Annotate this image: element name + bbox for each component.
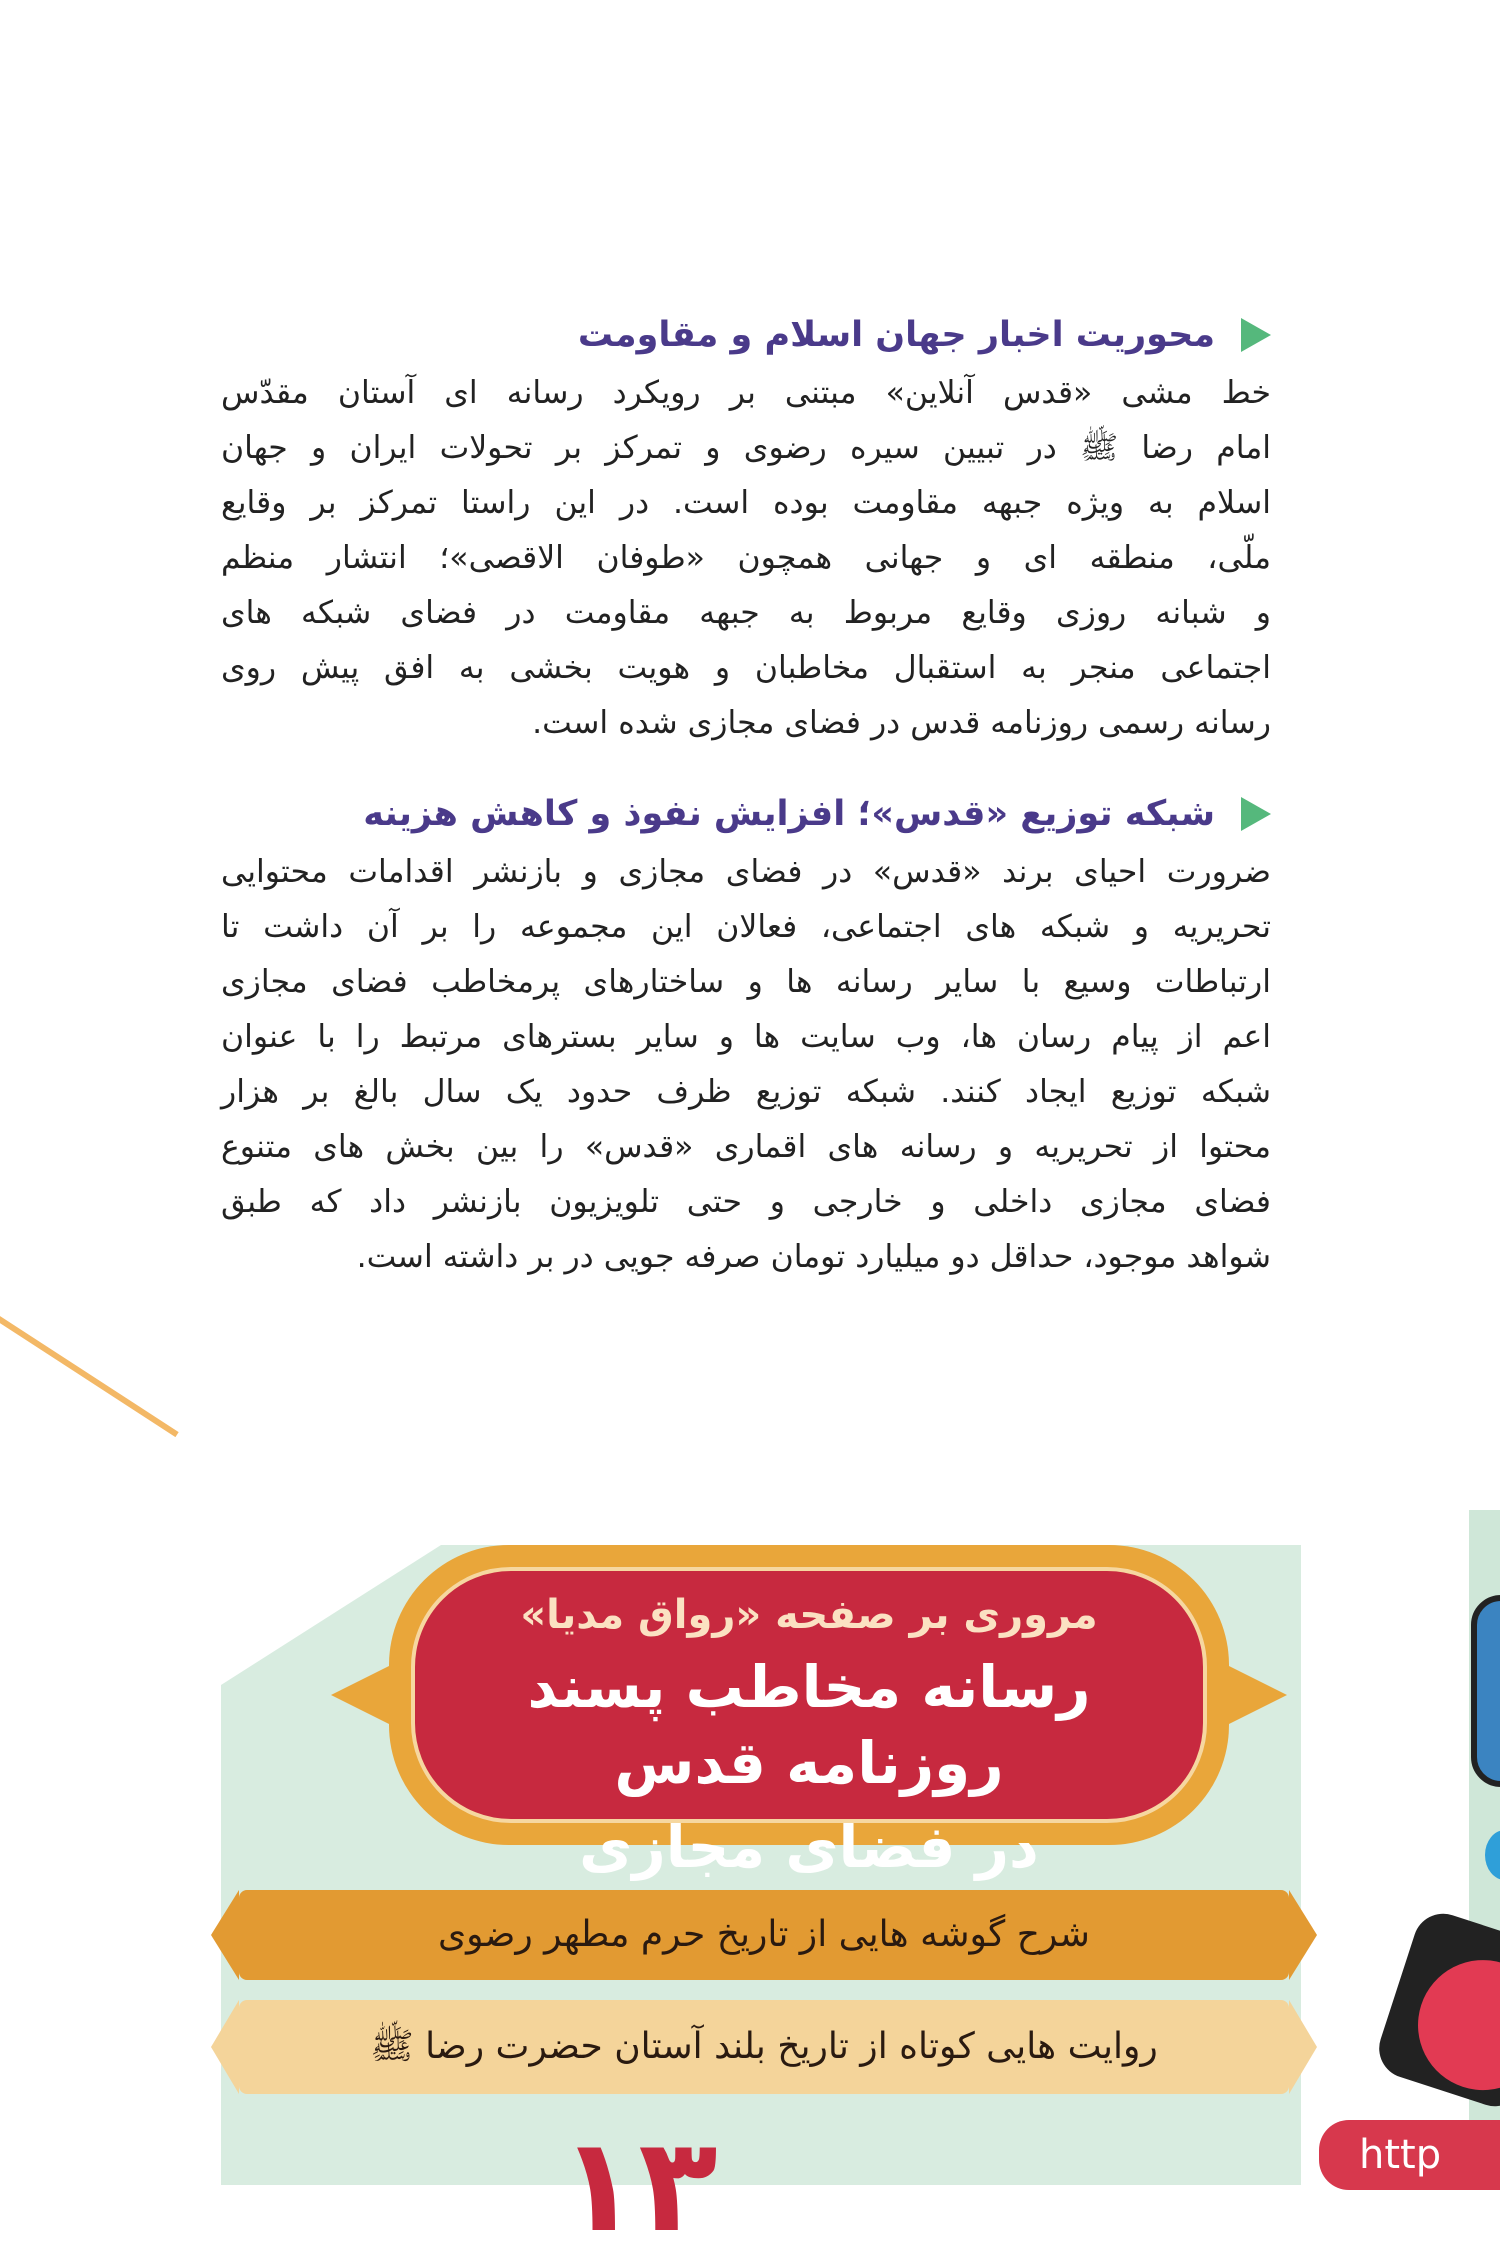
side-line bbox=[1320, 1019, 1500, 1074]
paragraph-line: فضای مجازی داخلی و خارجی و حتی تلویزیون بازنشر داد که طبق bbox=[222, 1184, 1272, 1220]
banner-title-inner bbox=[412, 1567, 1208, 1881]
banner-subtitle: مروری بر صفحه «رواق مدیا» bbox=[521, 1592, 1099, 1638]
section-heading-islam-resistance: محوریت اخبار جهان اسلام و مقاومت bbox=[222, 310, 1272, 360]
side-line bbox=[1320, 1074, 1500, 1129]
paragraph-line: خط مشی «قدس آنلاین» مبتنی بر رویکرد رسانه ای آستان مقدّس bbox=[222, 375, 1272, 411]
banner-title-line2: در فضای مجازی bbox=[580, 1813, 1040, 1881]
side-line bbox=[1320, 1184, 1500, 1239]
banner-info-bar-1 bbox=[240, 1890, 1290, 1980]
film-reel-inner-icon bbox=[1402, 1943, 1500, 2107]
decorative-diagonal-line bbox=[0, 1290, 180, 1437]
side-line bbox=[1320, 587, 1500, 642]
side-line bbox=[1320, 807, 1500, 862]
side-line bbox=[1320, 752, 1500, 807]
side-line bbox=[1320, 422, 1500, 477]
side-line bbox=[1320, 697, 1500, 752]
paragraph-line: و شبانه روزی وقایع مربوط به جبهه مقاومت در فضای شبکه های bbox=[222, 595, 1272, 631]
side-column-cropped bbox=[1320, 300, 1500, 1400]
side-heading bbox=[1320, 312, 1500, 362]
paragraph-line: تحریریه و شبکه های اجتماعی، فعالان این مجموعه را بر آن داشت تا bbox=[222, 909, 1272, 945]
paragraph-line: اجتماعی منجر به استقبال مخاطبان و هویت بخشی به افق پیش روی bbox=[222, 650, 1272, 686]
side-line bbox=[1320, 1129, 1500, 1184]
paragraph-line: اعم از پیام رسان ها، وب سایت ها و سایر بسترهای مرتبط را با عنوان bbox=[222, 1019, 1272, 1055]
paragraph-line: شبکه توزیع ایجاد کنند. شبکه توزیع ظرف حدود یک سال بالغ بر هزار bbox=[222, 1074, 1272, 1110]
app-icon-blue bbox=[1472, 1595, 1500, 1787]
paragraph-line: ضرورت احیای برند «قدس» در فضای مجازی و بازنشر اقدامات محتوایی bbox=[222, 854, 1272, 890]
side-line bbox=[1320, 477, 1500, 532]
paragraph-line: محتوا از تحریریه و رسانه های اقماری «قدس» را بین بخش های متنوع bbox=[222, 1129, 1272, 1165]
paragraph-line: شواهد موجود، حداقل دو میلیارد تومان صرفه جویی در بر داشته است. bbox=[357, 1239, 1272, 1275]
paragraph-line: اسلام به ویژه جبهه مقاومت بوده است. در این راستا تمرکز بر وقایع bbox=[222, 485, 1272, 521]
side-heading bbox=[1320, 914, 1500, 964]
banner-info-bar-2-text: روایت هایی کوتاه از تاریخ بلند آستان حضرت رضا ﷺ bbox=[371, 2026, 1159, 2067]
banner-info-bar-2 bbox=[240, 2000, 1290, 2094]
section-heading-distribution-network: شبکه توزیع «قدس»؛ افزایش نفوذ و کاهش هزینه bbox=[222, 789, 1272, 839]
url-badge: http bbox=[1320, 2120, 1500, 2190]
film-reel-icon bbox=[1372, 1906, 1500, 2114]
banner-title-line1: رسانه مخاطب پسند روزنامه قدس bbox=[528, 1653, 1092, 1797]
banner-info-bar-1-text: شرح گوشه هایی از تاریخ حرم مطهر رضوی bbox=[439, 1914, 1091, 1955]
paragraph-line: ارتباطات وسیع با سایر رسانه ها و ساختارهای پرمخاطب فضای مجازی bbox=[222, 964, 1272, 1000]
side-line bbox=[1320, 642, 1500, 697]
banner-title-frame bbox=[390, 1545, 1230, 1881]
section-paragraph-islam-resistance bbox=[222, 366, 1272, 751]
page-big-number: ۱۳ bbox=[560, 2109, 719, 2261]
bullet-triangle-icon bbox=[1242, 797, 1272, 831]
paragraph-line: رسانه رسمی روزنامه قدس در فضای مجازی شده است. bbox=[533, 705, 1272, 741]
bullet-triangle-icon bbox=[1242, 318, 1272, 352]
main-article-column bbox=[222, 310, 1272, 1285]
side-line bbox=[1320, 532, 1500, 587]
paragraph-line: ملّی، منطقه ای و جهانی همچون «طوفان الاقصی»؛ انتشار منظم bbox=[222, 540, 1272, 576]
section-paragraph-distribution-network bbox=[222, 845, 1272, 1285]
paragraph-line: امام رضا ﷺ در تبیین سیره رضوی و تمرکز بر تحولات ایران و جهان bbox=[222, 430, 1272, 466]
